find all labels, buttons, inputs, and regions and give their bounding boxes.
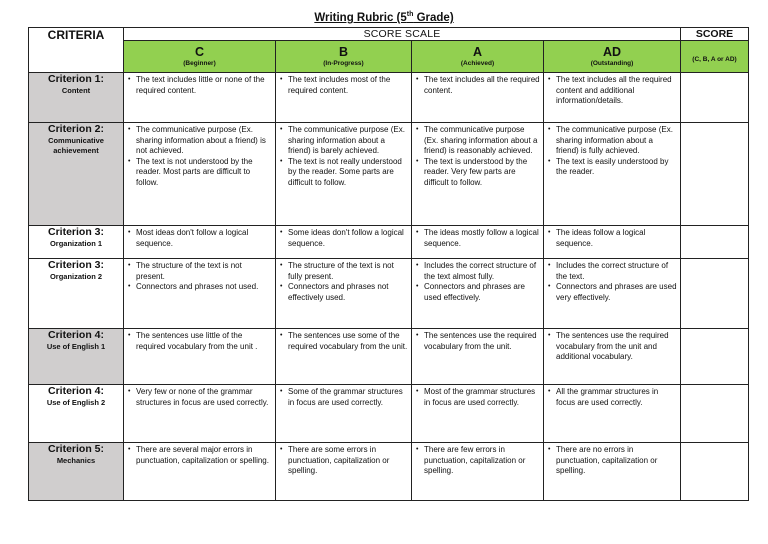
criterion-label [29, 226, 124, 259]
descriptor-item: • The sentences use the required vocabulary from the unit and additional vocabulary. [548, 331, 677, 363]
level-row [29, 41, 749, 73]
criterion-row [29, 443, 749, 501]
descriptor-cell [124, 123, 276, 226]
descriptor-item: • There are few errors in punctuation, capitalization or spelling. [416, 445, 540, 477]
score-cell[interactable] [681, 123, 749, 226]
criterion-row [29, 329, 749, 385]
level-c: C (Beginner) [124, 41, 276, 73]
criterion-name: Criterion 4: [47, 329, 104, 341]
descriptor-cell [544, 73, 681, 123]
descriptor-cell [412, 329, 544, 385]
descriptor-item: • Connectors and phrases not effectively used. [280, 282, 408, 303]
criterion-row [29, 226, 749, 259]
descriptor-item: • Some ideas don't follow a logical sequence. [280, 228, 408, 249]
descriptor-item: • There are some errors in punctuation, capitalization or spelling. [280, 445, 408, 477]
criterion-label [29, 123, 124, 226]
criterion-name: Criterion 3: [47, 259, 104, 271]
descriptor-item: • The structure of the text is not fully present. [280, 261, 408, 282]
descriptor-item: • There are no errors in punctuation, capitalization or spelling. [548, 445, 677, 477]
descriptor-item: • The communicative purpose (Ex. sharing information about a friend) is barely achieved. [280, 125, 408, 157]
descriptor-cell [276, 329, 412, 385]
descriptor-item: • The text includes little or none of the required content. [128, 75, 272, 96]
descriptor-item: • The text is understood by the reader. Very few parts are difficult to follow. [416, 157, 540, 189]
level-ad: AD (Outstanding) [544, 41, 681, 73]
criterion-subtitle: Communicative achievement [48, 136, 104, 155]
descriptor-cell [412, 443, 544, 501]
criterion-name: Criterion 3: [47, 226, 104, 238]
score-header: SCORE [681, 28, 749, 41]
descriptor-cell [412, 123, 544, 226]
descriptor-cell [544, 443, 681, 501]
descriptor-item: • The text is easily understood by the reader. [548, 157, 677, 178]
descriptor-cell [276, 123, 412, 226]
descriptor-item: • The communicative purpose (Ex. sharing information about a friend) is reasonably achieved. [416, 125, 540, 157]
criterion-subtitle: Content [61, 86, 91, 95]
criterion-name: Criterion 4: [47, 385, 104, 397]
descriptor-item: • Most ideas don't follow a logical sequence. [128, 228, 272, 249]
descriptor-item: • The sentences use some of the required vocabulary from the unit. [280, 331, 408, 352]
rubric-table [28, 27, 749, 501]
criterion-name: Criterion 5: [47, 443, 104, 455]
descriptor-cell [276, 226, 412, 259]
descriptor-cell [124, 443, 276, 501]
criterion-label [29, 443, 124, 501]
descriptor-item: • The text includes most of the required content. [280, 75, 408, 96]
level-b: B (In-Progress) [276, 41, 412, 73]
descriptor-item: • Includes the correct structure of the text almost fully. [416, 261, 540, 282]
criterion-row [29, 385, 749, 443]
criterion-row [29, 259, 749, 329]
criterion-subtitle: Use of English 2 [46, 398, 106, 407]
criterion-subtitle: Mechanics [56, 456, 96, 465]
criterion-row [29, 73, 749, 123]
descriptor-item: • Some of the grammar structures in focus are used correctly. [280, 387, 408, 408]
criterion-subtitle: Organization 1 [49, 239, 103, 248]
descriptor-item: • All the grammar structures in focus are used correctly. [548, 387, 677, 408]
score-cell[interactable] [681, 73, 749, 123]
descriptor-item: • Connectors and phrases are used effectively. [416, 282, 540, 303]
descriptor-cell [544, 329, 681, 385]
descriptor-item: • There are several major errors in punctuation, capitalization or spelling. [128, 445, 272, 466]
criteria-header: CRITERIA [29, 28, 124, 73]
descriptor-cell [544, 385, 681, 443]
descriptor-item: • The communicative purpose (Ex. sharing information about a friend) is not achieved. [128, 125, 272, 157]
header-row [29, 28, 749, 41]
descriptor-cell [544, 123, 681, 226]
descriptor-item: • Very few or none of the grammar structures in focus are used correctly. [128, 387, 272, 408]
descriptor-item: • Connectors and phrases are used very effectively. [548, 282, 677, 303]
descriptor-cell [276, 443, 412, 501]
score-cell[interactable] [681, 385, 749, 443]
level-a: A (Achieved) [412, 41, 544, 73]
descriptor-item: • The sentences use the required vocabulary from the unit. [416, 331, 540, 352]
descriptor-item: • The text is not really understood by the reader. Some parts are difficult to follow. [280, 157, 408, 189]
descriptor-cell [276, 385, 412, 443]
descriptor-item: • The text includes all the required content. [416, 75, 540, 96]
descriptor-item: • Most of the grammar structures in focus are used correctly. [416, 387, 540, 408]
descriptor-cell [276, 73, 412, 123]
criterion-label [29, 73, 124, 123]
descriptor-item: • Includes the correct structure of the text. [548, 261, 677, 282]
score-description: (C, B, A or AD) [681, 41, 749, 73]
score-scale-header: SCORE SCALE [124, 28, 681, 41]
descriptor-item: • The ideas mostly follow a logical sequence. [416, 228, 540, 249]
descriptor-item: • The text includes all the required content and additional information/details. [548, 75, 677, 107]
descriptor-cell [412, 259, 544, 329]
criterion-name: Criterion 2: [47, 123, 104, 135]
descriptor-item: • The sentences use little of the required vocabulary from the unit . [128, 331, 272, 352]
criterion-label [29, 259, 124, 329]
descriptor-cell [412, 385, 544, 443]
descriptor-item: • The structure of the text is not present. [128, 261, 272, 282]
descriptor-cell [412, 73, 544, 123]
descriptor-cell [124, 73, 276, 123]
descriptor-cell [544, 226, 681, 259]
rubric-title: Writing Rubric (5th Grade) [314, 11, 454, 24]
descriptor-cell [276, 259, 412, 329]
descriptor-cell [124, 259, 276, 329]
score-cell[interactable] [681, 259, 749, 329]
descriptor-cell [412, 226, 544, 259]
criterion-label [29, 329, 124, 385]
criterion-label [29, 385, 124, 443]
descriptor-cell [544, 259, 681, 329]
score-cell[interactable] [681, 329, 749, 385]
descriptor-item: • The text is not understood by the reader. Most parts are difficult to follow. [128, 157, 272, 189]
descriptor-item: • The communicative purpose (Ex. sharing information about a friend) is fully achieved. [548, 125, 677, 157]
descriptor-cell [124, 385, 276, 443]
criterion-name: Criterion 1: [47, 73, 104, 85]
criterion-subtitle: Use of English 1 [46, 342, 106, 351]
criterion-subtitle: Organization 2 [49, 272, 103, 281]
descriptor-item: • The ideas follow a logical sequence. [548, 228, 677, 249]
descriptor-cell [124, 329, 276, 385]
descriptor-item: • Connectors and phrases not used. [128, 282, 272, 293]
criterion-row [29, 123, 749, 226]
score-cell[interactable] [681, 226, 749, 259]
score-cell[interactable] [681, 443, 749, 501]
descriptor-cell [124, 226, 276, 259]
